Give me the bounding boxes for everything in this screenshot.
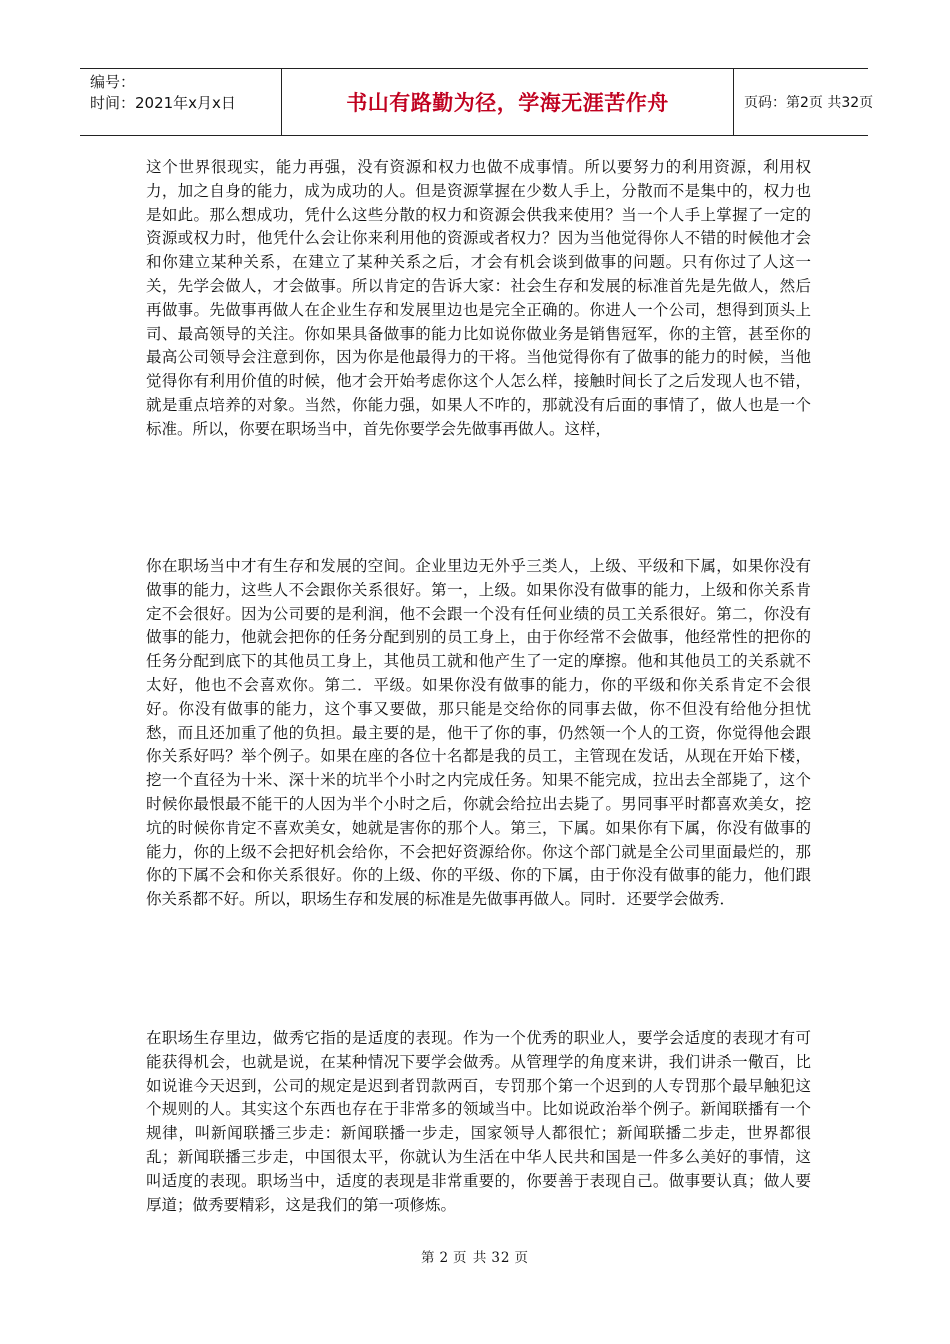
- header-motto: 书山有路勤为径，学海无涯苦作舟: [282, 69, 734, 135]
- page-footer: [0, 1246, 950, 1266]
- footer-prefix: 第: [420, 1250, 436, 1266]
- serial-number-label: 编号：: [90, 73, 136, 91]
- body-paragraph-2: 你在职场当中才有生存和发展的空间。企业里边无外乎三类人，上级、平级和下属，如果你没有做事的能力，这些人不会跟你关系很好。第一，上级。如果你没有做事的能力，上级和你关系肯定不会很好。因为公司要的是利润，他不会跟一个没有任何业绩的员工关系很好。第二，你没有做事的能力，他就会把你的任务分配到别的员工身上，由于你经常不会做事，他经常性的把你的任务分配到底下的其他员工身上，其他员工就和他产生了一定的摩擦。他和其他员工的关系就不太好，他也不会喜欢你。第二．平级。如果你没有做事的能力，你的平级和你关系肯定不会很好。你没有做事的能力，这个事又要做，那只能是交给你的同事去做，你不但没有给他分担忧愁，而且还加重了他的负担。最主要的是，他干了你的事，仍然领一个人的工资，你觉得他会跟你关系好吗？举个例子。如果在座的各位十名都是我的员工，主管现在发话，从现在开始下楼，挖一个直径为十米、深十米的坑半个小时之内完成任务。知果不能完成，拉出去全部毙了，这个时候你最恨最不能干的人因为半个小时之后，你就会给拉出去毙了。男同事平时都喜欢美女，挖坑的时候你肯定不喜欢美女，她就是害你的那个人。第三，下属。如果你有下属，你没有做事的能力，你的上级不会把好机会给你，不会把好资源给你。你这个部门就是全公司里面最烂的，那你的下属不会和你关系很好。你的上级、你的平级、你的下属，由于你没有做事的能力，他们跟你关系都不好。所以，职场生存和发展的标准是先做事再做人。同时．还要学会做秀．: [146, 557, 811, 909]
- header-page-info: 页码：第2页 共32页: [744, 95, 874, 111]
- body-paragraph-3: 在职场生存里边，做秀它指的是适度的表现。作为一个优秀的职业人，要学会适度的表现才有可能获得机会，也就是说，在某种情况下要学会做秀。从管理学的角度来讲，我们讲杀一儆百，比如说谁今天迟到，公司的规定是迟到者罚款两百，专罚那个第一个迟到的人专罚那个最早触犯这个规则的人。其实这个东西也存在于非常多的领域当中。比如说政治举个例子。新闻联播有一个规律，叫新闻联播三步走：新闻联播一步走，国家领导人都很忙；新闻联播二步走，世界都很乱；新闻联播三步走，中国很太平，你就认为生活在中华人民共和国是一件多么美好的事情，这叫适度的表现。职场当中，适度的表现是非常重要的，你要善于表现自己。做事要认真；做人要厚道；做秀要精彩，这是我们的第一项修炼。: [146, 1029, 811, 1214]
- footer-suffix: 页: [514, 1250, 530, 1266]
- date-line: 时间：2021年x月x日: [90, 94, 236, 112]
- header-meta-cell: [80, 69, 282, 135]
- body-paragraph-1: 这个世界很现实，能力再强，没有资源和权力也做不成事情。所以要努力的利用资源，利用权力，加之自身的能力，成为成功的人。但是资源掌握在少数人手上，分散而不是集中的，权力也是如此。那么想成功，凭什么这些分散的权力和资源会供我来使用？当一个人手上掌握了一定的资源或权力时，他凭什么会让你来利用他的资源或者权力？因为当他觉得你人不错的时候他才会和你建立某种关系，在建立了某种关系之后，才会有机会谈到做事的问题。只有你过了人这一关，先学会做人，才会做事。所以肯定的告诉大家：社会生存和发展的标准首先是先做人，然后再做事。先做事再做人在企业生存和发展里边也是完全正确的。你进人一个公司，想得到顶头上司、最高领导的关注。你如果具备做事的能力比如说你做业务是销售冠军，你的主管，甚至你的最高公司领导会注意到你，因为你是他最得力的干将。当他觉得你有了做事的能力的时候，当他觉得你有利用价值的时候，他才会开始考虑你这个人怎么样，接触时间长了之后发现人也不错，就是重点培养的对象。当然，你能力强，如果人不咋的，那就没有后面的事情了，做人也是一个标准。所以，你要在职场当中，首先你要学会先做事再做人。这样，: [146, 158, 811, 438]
- page-header: [80, 68, 874, 136]
- footer-current-page: 2: [439, 1250, 450, 1266]
- footer-total-pages: 32: [491, 1250, 511, 1266]
- footer-middle: 页 共: [453, 1250, 488, 1266]
